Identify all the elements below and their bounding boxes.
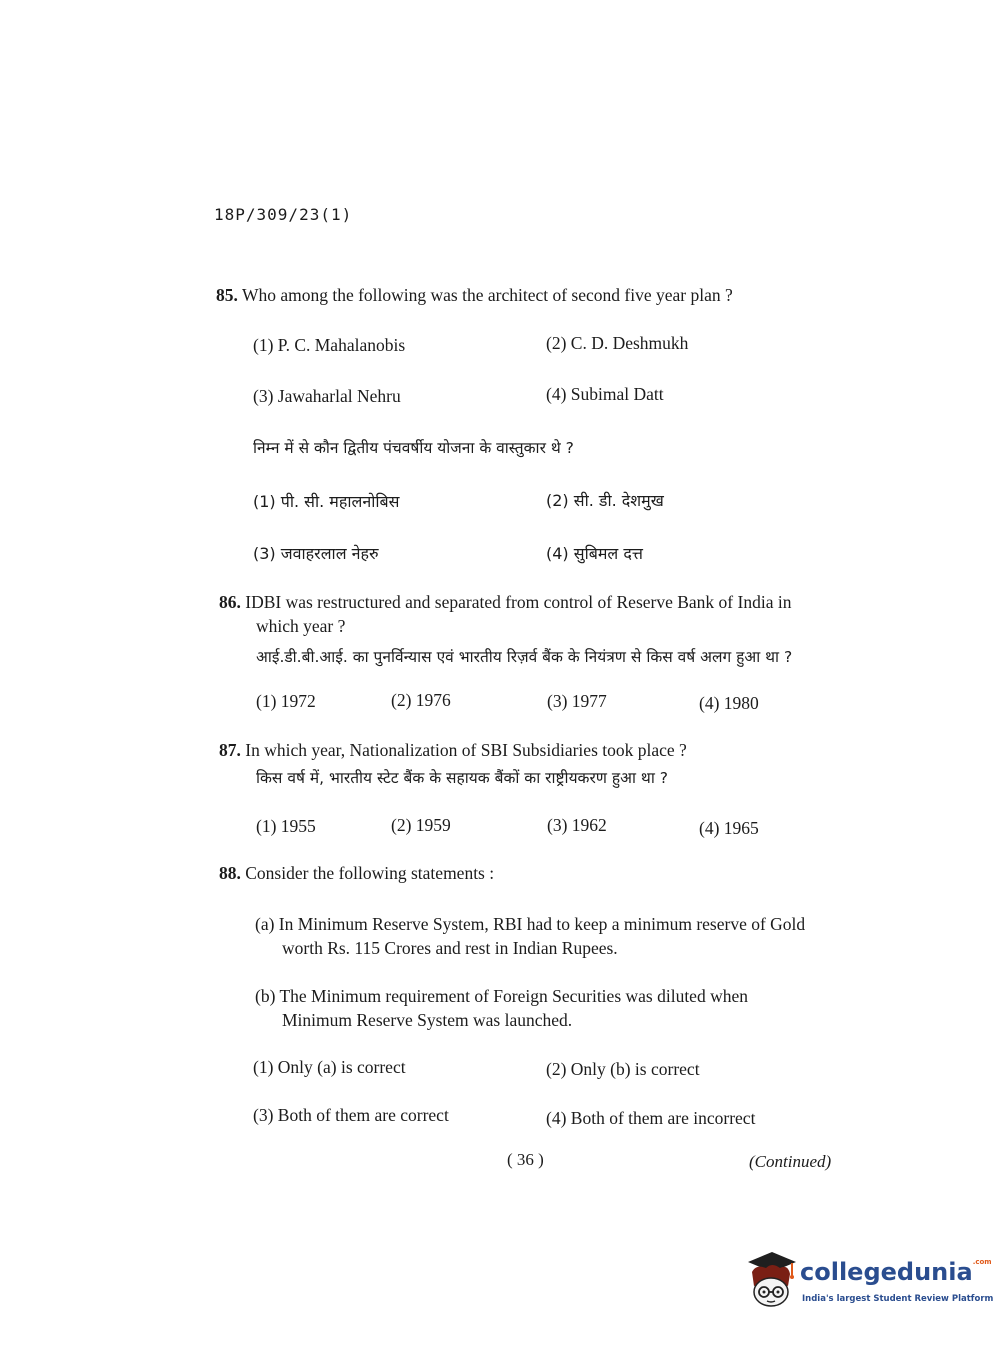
option-88-4: (4) Both of them are incorrect — [546, 1108, 756, 1128]
logo-name: collegedunia — [800, 1258, 973, 1286]
logo-wordmark — [800, 1258, 992, 1286]
logo-tagline: India's largest Student Review Platform — [802, 1294, 994, 1304]
question-87 — [219, 740, 687, 761]
mascot-icon — [742, 1250, 800, 1312]
option-88-1: (1) Only (a) is correct — [253, 1057, 406, 1077]
option-86-1: (1) 1972 — [256, 691, 316, 711]
question-number: 87. — [219, 740, 241, 760]
question-86 — [219, 592, 791, 613]
question-number: 85. — [216, 285, 238, 305]
option-86-3: (3) 1977 — [547, 691, 607, 711]
option-85-1: (1) P. C. Mahalanobis — [253, 335, 406, 355]
statement-b-line1: (b) The Minimum requirement of Foreign Securities was diluted when — [255, 986, 748, 1006]
option-85-hi-2: (2) सी. डी. देशमुख — [546, 491, 664, 510]
page-number: ( 36 ) — [507, 1150, 544, 1169]
question-85-hindi: निम्न में से कौन द्वितीय पंचवर्षीय योजना के वास्तुकार थे ? — [253, 439, 574, 457]
option-87-1: (1) 1955 — [256, 816, 316, 836]
statement-a-line1: (a) In Minimum Reserve System, RBI had to keep a minimum reserve of Gold — [255, 914, 806, 934]
option-85-2: (2) C. D. Deshmukh — [546, 333, 689, 353]
question-number: 86. — [219, 592, 241, 612]
option-85-hi-1: (1) पी. सी. महालनोबिस — [253, 492, 400, 511]
question-88 — [219, 863, 494, 884]
option-86-4: (4) 1980 — [699, 693, 759, 713]
paper-code: 18P/309/23(1) — [214, 205, 353, 224]
option-85-3: (3) Jawaharlal Nehru — [253, 386, 401, 406]
collegedunia-logo — [742, 1250, 994, 1320]
question-number: 88. — [219, 863, 241, 883]
logo-suffix: .com — [972, 1258, 992, 1266]
option-88-3: (3) Both of them are correct — [253, 1105, 449, 1125]
question-86-hindi: आई.डी.बी.आई. का पुनर्विन्यास एवं भारतीय रिज़र्व बैंक के नियंत्रण से किस वर्ष अलग हुआ था ? — [256, 648, 793, 666]
question-text-en: Who among the following was the architect of second five year plan ? — [241, 285, 733, 305]
question-87-hindi: किस वर्ष में, भारतीय स्टेट बैंक के सहायक बैंकों का राष्ट्रीयकरण हुआ था ? — [256, 769, 669, 787]
option-88-2: (2) Only (b) is correct — [546, 1059, 700, 1079]
question-text-en: IDBI was restructured and separated from control of Reserve Bank of India in — [245, 592, 792, 612]
question-86-line2: which year ? — [256, 616, 346, 636]
continued-label: (Continued) — [749, 1152, 832, 1171]
option-85-hi-3: (3) जवाहरलाल नेहरु — [253, 544, 379, 563]
statement-a-line2: worth Rs. 115 Crores and rest in Indian Rupees. — [282, 938, 618, 958]
option-87-3: (3) 1962 — [547, 815, 607, 835]
option-87-4: (4) 1965 — [699, 818, 759, 838]
option-85-4: (4) Subimal Datt — [546, 384, 664, 404]
option-85-hi-4: (4) सुबिमल दत्त — [546, 544, 643, 563]
question-text-en: In which year, Nationalization of SBI Subsidiaries took place ? — [245, 740, 687, 760]
question-85 — [216, 285, 733, 306]
question-text-en: Consider the following statements : — [245, 863, 495, 883]
option-86-2: (2) 1976 — [391, 690, 451, 710]
statement-b-line2: Minimum Reserve System was launched. — [282, 1010, 573, 1030]
option-87-2: (2) 1959 — [391, 815, 451, 835]
